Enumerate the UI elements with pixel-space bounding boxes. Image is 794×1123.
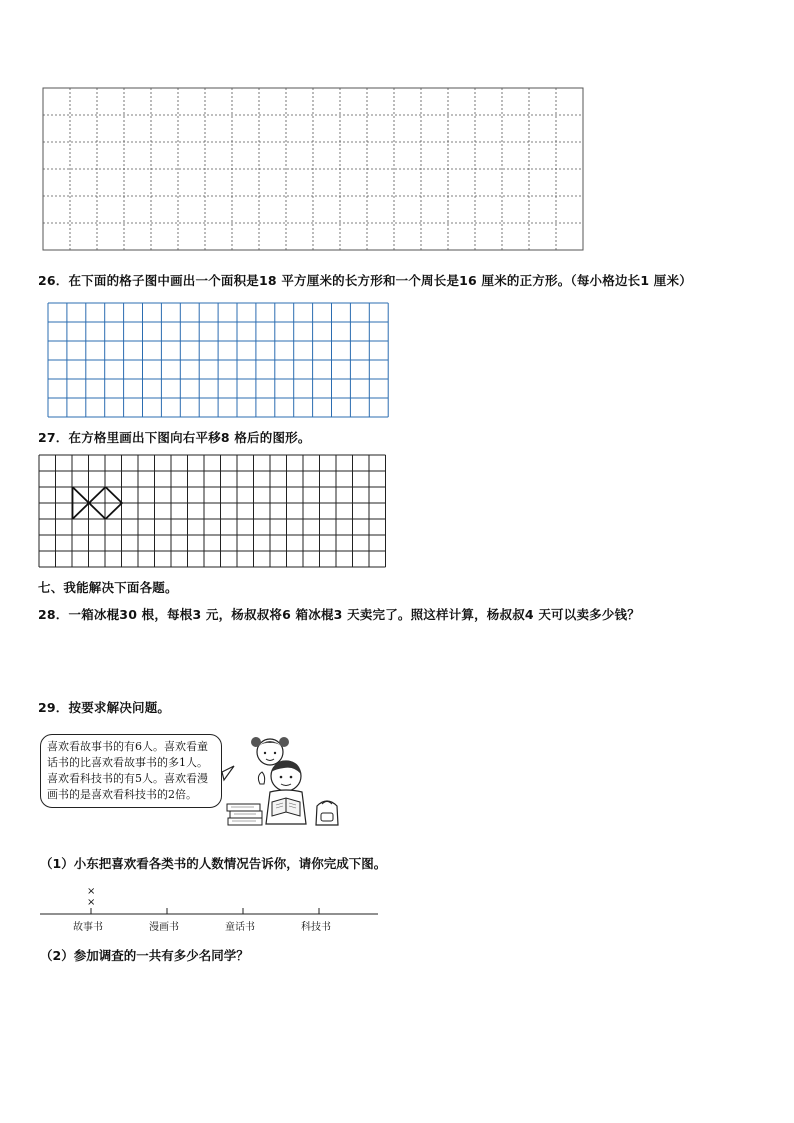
- chart-category-label: 故事书: [73, 922, 103, 933]
- bubble-line: 话书的比喜欢看故事书的多1人。: [47, 756, 208, 769]
- question-29-part-1: （1）小东把喜欢看各类书的人数情况告诉你，请你完成下图。: [40, 856, 387, 871]
- bubble-line: 画书的是喜欢看科技书的2倍。: [47, 788, 197, 801]
- chart-mark: ×: [87, 897, 96, 908]
- chart-mark: ×: [87, 886, 96, 897]
- question-29-part-2: （2）参加调查的一共有多少名同学？: [40, 948, 249, 963]
- question-26-text: 在下面的格子图中画出一个面积是18 平方厘米的长方形和一个周长是16 厘米的正方形。（每小格边长1 厘米）: [68, 273, 692, 288]
- question-28-number: 28．: [38, 607, 69, 622]
- question-27-text: 在方格里画出下图向右平移8 格后的图形。: [68, 430, 311, 445]
- chart-category-label: 漫画书: [149, 922, 179, 933]
- question-29-text: 按要求解决问题。: [68, 700, 171, 715]
- question-27-number: 27．: [38, 430, 69, 445]
- question-26-number: 26．: [38, 273, 69, 288]
- section-7-title: 七、我能解决下面各题。: [38, 580, 178, 595]
- question-28-text: 一箱冰棍30 根，每根3 元，杨叔叔将6 箱冰棍3 天卖完了。照这样计算，杨叔叔4 天可以卖多少钱？: [68, 607, 640, 622]
- chart-category-label: 童话书: [225, 922, 255, 933]
- bubble-line: 喜欢看故事书的有6人。喜欢看童: [47, 740, 208, 753]
- chart-category-label: 科技书: [301, 922, 331, 933]
- question-29-number: 29．: [38, 700, 69, 715]
- bubble-line: 喜欢看科技书的有5人。喜欢看漫: [47, 772, 208, 785]
